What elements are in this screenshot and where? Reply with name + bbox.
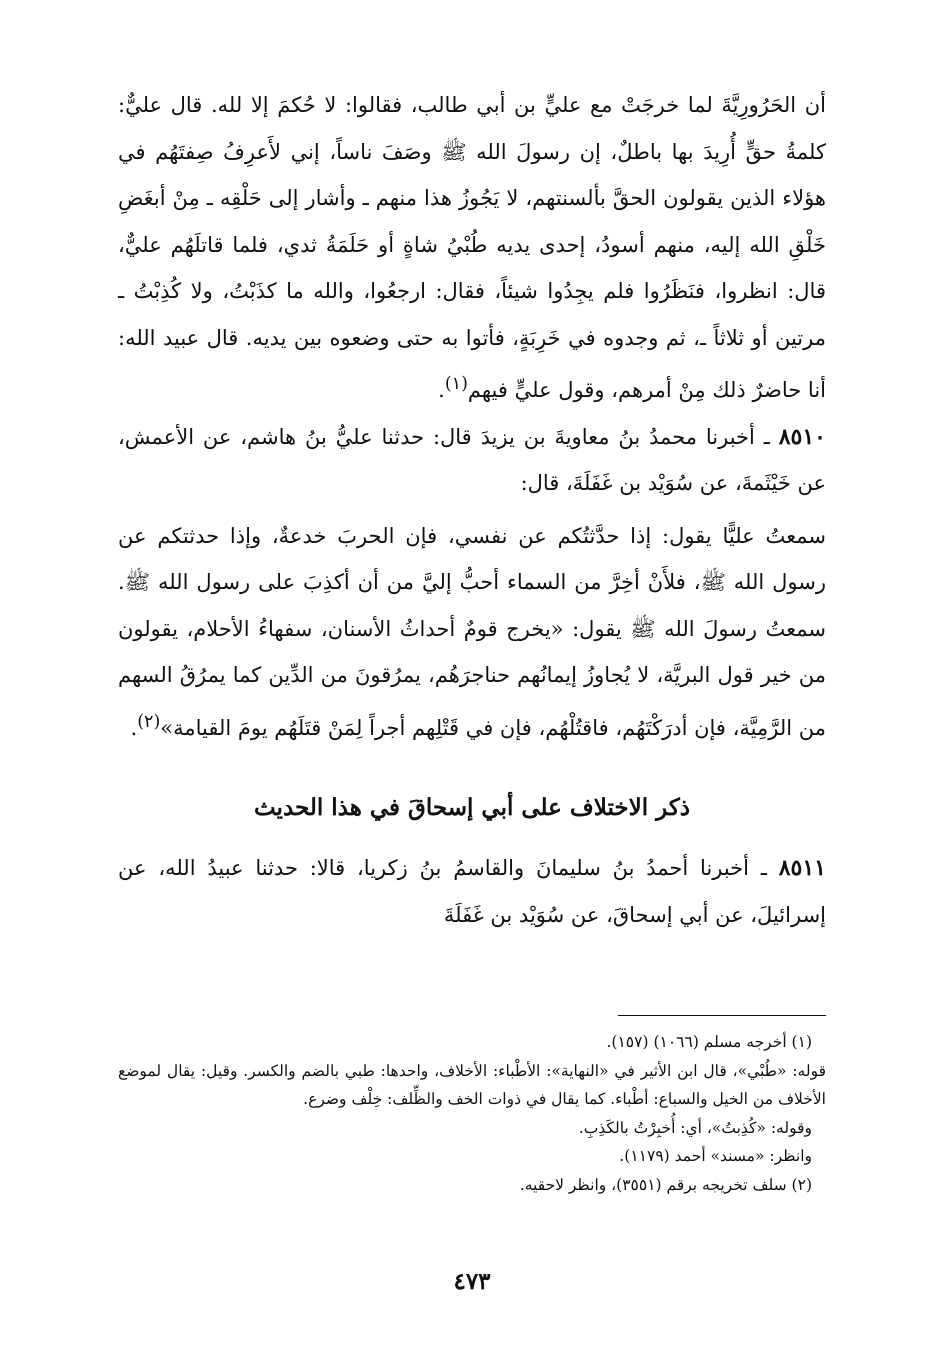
hadith-number: ٨٥١٠	[778, 423, 826, 450]
footnote-ref-2: (٢)	[137, 711, 161, 732]
page-number: ٤٧٣	[453, 1268, 491, 1295]
footnote-1-gloss: قوله: «طُبْي»، قال ابن الأثير في «النهاية»: الأطْباء: الأخلاف، واحدها: طبي بالضم والكسر. وقيل: يقال لموضع الأخلاف من الخيل والسباع: أطْباء. كما يقال في ذوات الخف والظِّلف: خِلْف وضرع.	[118, 1061, 826, 1108]
hadith-isnad: ـ أخبرنا أحمدُ بنُ سليمانَ والقاسمُ بنُ زكريا، قالا: حدثنا عبيدُ الله، عن إسرائيلَ، عن أبي إسحاقَ، عن سُوَيْد بن غَفَلَةَ	[118, 856, 826, 927]
footnote-2: (٢) سلف تخريجه برقم (٣٥٥١)، وانظر لاحقيه.	[519, 1175, 812, 1194]
footnote-1-gloss-2: وقوله: «كُذِبتُ»، أي: أُخبِرْتُ بالكَذِبِ.	[578, 1118, 812, 1137]
footnote-1-reference: وانظر: «مسند» أحمد (١١٧٩).	[619, 1147, 812, 1165]
hadith-entry-8511	[118, 845, 826, 938]
hadith-number: ٨٥١١	[778, 855, 826, 881]
paragraph-hadith-continuation: أن الحَرُورِيَّةَ لما خرجَتْ مع عليٍّ بن أبي طالب، فقالوا: لا حُكمَ إلا لله. قال عليٌّ: كلمةُ حقٍّ أُرِيدَ بها باطلٌ، إن رسولَ الله ﷺ وصَفَ ناساً، إني لأَعرِفُ صِفتَهُم في هؤلاء الذين يقولون الحقَّ بألسنتهم، لا يَجُوزُ هذا منهم ـ وأشار إلى حَلْقِه ـ مِنْ أبغَضِ خَلْقِ الله إليه، منهم أسودُ، إحدى يديه طُبْيُ شاةٍ أو حَلَمَةُ ثدي، فلما قاتلَهُم عليٌّ، قال: انظروا، فنَظَرُوا فلم يجِدُوا شيئاً، فقال: ارجعُوا، والله ما كذَبْتُ، ولا كُذِبْتُ ـ مرتين أو ثلاثاً ـ، ثم وجدوه في خَرِبَةٍ، فأتوا به حتى وضعوه بين يديه. قال عبيد الله: أنا حاضرٌ ذلك مِنْ أمرهم، وقول عليٍّ فيهم$^{(١)}$.	[118, 93, 826, 402]
hadith-entry-8510	[118, 414, 826, 507]
footnote-1: (١) أخرجه مسلم (١٠٦٦) (١٥٧).	[606, 1033, 812, 1051]
paragraph-text: سمعتُ عليًّا يقول: إذا حدَّثتُكم عن نفسي، فإن الحربَ خدعةٌ، وإذا حدثتكم عن رسول الله ﷺ، فلأَنْ أخِرَّ من السماء أحبُّ إليَّ من أن أكذِبَ على رسول الله ﷺ. سمعتُ رسولَ الله ﷺ يقول: «يخرج قومٌ أحداثُ الأسنان، سفهاءُ الأحلام، يقولون من خير قول البريَّة، لا يُجاوزُ إيمانُهم حناجرَهُم، يمرُقونَ من الدِّين كما يمرُقُ السهم من الرَّمِيَّة، فإن أدرَكْتَهُم، فاقتُلْهُم، فإن في قَتْلِهم أجراً لِمَنْ قتَلَهُم يومَ القيامة»	[118, 523, 826, 740]
footnote-separator	[618, 1015, 826, 1016]
hadith-isnad: ـ أخبرنا محمدُ بنُ معاويةَ بن يزيدَ قال: حدثنا عليُّ بنُ هاشم، عن الأعمش، عن خَيْثَمةَ، عن سُوَيْد بن غَفَلَةَ، قال:	[118, 424, 826, 495]
paragraph-text: أن الحَرُورِيَّةَ لما خرجَتْ مع عليٍّ بن أبي طالب، فقالوا: لا حُكمَ إلا لله. قال عليٌّ: كلمةُ حقٍّ أُرِيدَ بها باطلٌ، إن رسولَ الله ﷺ وصَفَ ناساً، إني لأَعرِفُ صِفتَهُم في هؤلاء الذين يقولون الحقَّ بألسنتهم، لا يَجُوزُ هذا منهم ـ وأشار إلى حَلْقِه ـ مِنْ أبغَضِ خَلْقِ الله إليه، منهم أسودُ، إحدى يديه طُبْيُ شاةٍ أو حَلَمَةُ ثدي، فلما قاتلَهُم عليٌّ، قال: انظروا، فنَظَرُوا فلم يجِدُوا شيئاً، فقال: ارجعُوا، والله ما كذَبْتُ، ولا كُذِبْتُ ـ مرتين أو ثلاثاً ـ، ثم وجدوه في خَرِبَةٍ، فأتوا به حتى وضعوه بين يديه. قال عبيد الله: أنا حاضرٌ ذلك مِنْ أمرهم، وقول عليٍّ فيهم	[118, 93, 826, 402]
footnote-ref-1: (١)	[444, 374, 468, 394]
section-heading: ذكر الاختلاف على أبي إسحاقَ في هذا الحديث	[253, 794, 691, 821]
main-text	[118, 82, 826, 938]
footnotes	[118, 1028, 826, 1199]
paragraph-hadith-matn: سمعتُ عليًّا يقول: إذا حدَّثتُكم عن نفسي، فإن الحربَ خدعةٌ، وإذا حدثتكم عن رسول الله ﷺ، فلأَنْ أخِرَّ من السماء أحبُّ إليَّ من أن أكذِبَ على رسول الله ﷺ. سمعتُ رسولَ الله ﷺ يقول: «يخرج قومٌ أحداثُ الأسنان، سفهاءُ الأحلام، يقولون من خير قول البريَّة، لا يُجاوزُ إيمانُهم حناجرَهُم، يمرُقونَ من الدِّين كما يمرُقُ السهم من الرَّمِيَّة، فإن أدرَكْتَهُم، فاقتُلْهُم، فإن في قَتْلِهم أجراً لِمَنْ قتَلَهُم يومَ القيامة»$^{(٢)}$.	[118, 523, 826, 740]
